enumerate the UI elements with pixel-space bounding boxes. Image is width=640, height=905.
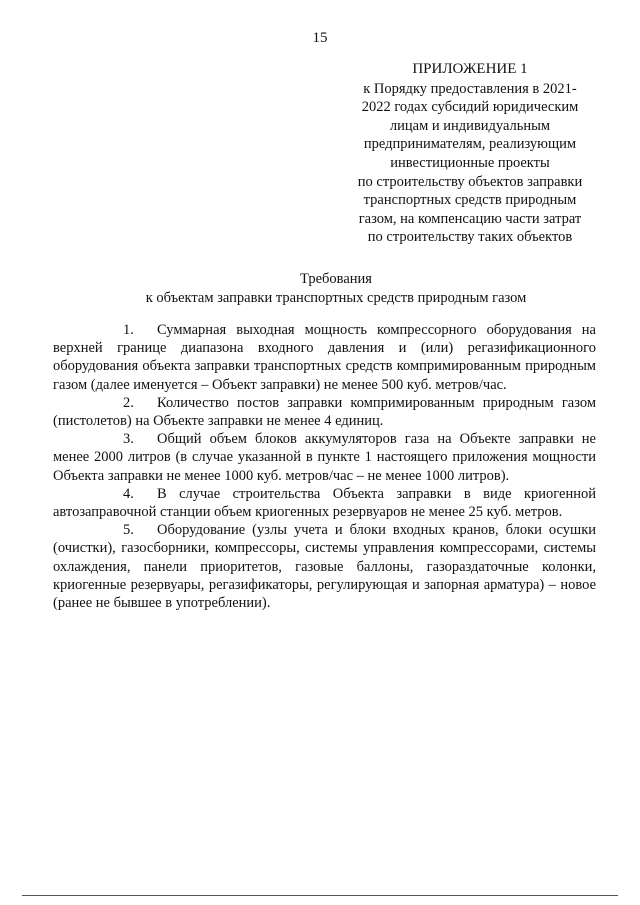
requirement-text: Количество постов заправки компримированным природным газом (пистолетов) на Объекте заправки не менее 4 единиц. bbox=[53, 394, 596, 430]
requirement-text: В случае строительства Объекта заправки в виде криогенной автозаправочной станции объем криогенных резервуаров не менее 25 куб. метров. bbox=[53, 485, 596, 521]
appendix-line: 2022 годах субсидий юридическим bbox=[361, 99, 579, 116]
requirement-item bbox=[53, 430, 596, 485]
requirements-list bbox=[53, 321, 596, 612]
requirement-number: 2. bbox=[123, 394, 134, 411]
requirement-text: Оборудование (узлы учета и блоки входных кранов, блоки осушки (очистки), газосборники, компрессоры, системы управления компрессорами, системы охлаждения, панели приоритетов, газовые баллоны, газораздаточные колонки, криогенные резервуары, регазификаторы, регулирующая и запорная арматура) – новое (ранее не бывшее в употреблении). bbox=[53, 522, 596, 612]
requirements-title: Требования bbox=[300, 271, 372, 287]
requirement-item bbox=[53, 485, 596, 521]
appendix-line: транспортных средств природным bbox=[363, 192, 577, 209]
requirements-subtitle: к объектам заправки транспортных средств природным газом bbox=[145, 290, 527, 306]
page-number: 15 bbox=[312, 30, 328, 46]
appendix-title: ПРИЛОЖЕНИЕ 1 bbox=[412, 61, 528, 77]
requirement-number: 3. bbox=[123, 431, 134, 448]
page-bottom-divider bbox=[22, 895, 618, 896]
requirement-item bbox=[53, 394, 596, 430]
requirement-number: 4. bbox=[123, 485, 134, 502]
appendix-line: к Порядку предоставления в 2021- bbox=[363, 80, 577, 97]
requirement-text: Общий объем блоков аккумуляторов газа на Объекте заправки не менее 2000 литров (в случае указанной в пункте 1 настоящего приложения мощности Объекта заправки не менее 1000 куб. метров/час – не менее 1000 литров). bbox=[53, 431, 596, 484]
appendix-line: газом, на компенсацию части затрат bbox=[358, 210, 582, 227]
appendix-line: по строительству объектов заправки bbox=[357, 173, 583, 190]
appendix-line: инвестиционные проекты bbox=[390, 154, 550, 171]
requirement-number: 5. bbox=[123, 522, 134, 539]
requirement-item bbox=[53, 321, 596, 394]
appendix-header bbox=[330, 60, 610, 247]
requirement-text: Суммарная выходная мощность компрессорного оборудования на верхней границе диапазона входного давления и (или) регазификационного оборудования объекта заправки транспортных средств компримированным природным газом (далее именуется – Объект заправки) не менее 500 куб. метров/час. bbox=[53, 322, 596, 393]
appendix-line: предпринимателям, реализующим bbox=[363, 136, 577, 153]
appendix-line: лицам и индивидуальным bbox=[389, 117, 551, 134]
appendix-line: по строительству таких объектов bbox=[367, 229, 573, 246]
requirement-item bbox=[53, 521, 596, 612]
requirement-number: 1. bbox=[123, 322, 134, 338]
requirements-heading bbox=[0, 270, 640, 308]
